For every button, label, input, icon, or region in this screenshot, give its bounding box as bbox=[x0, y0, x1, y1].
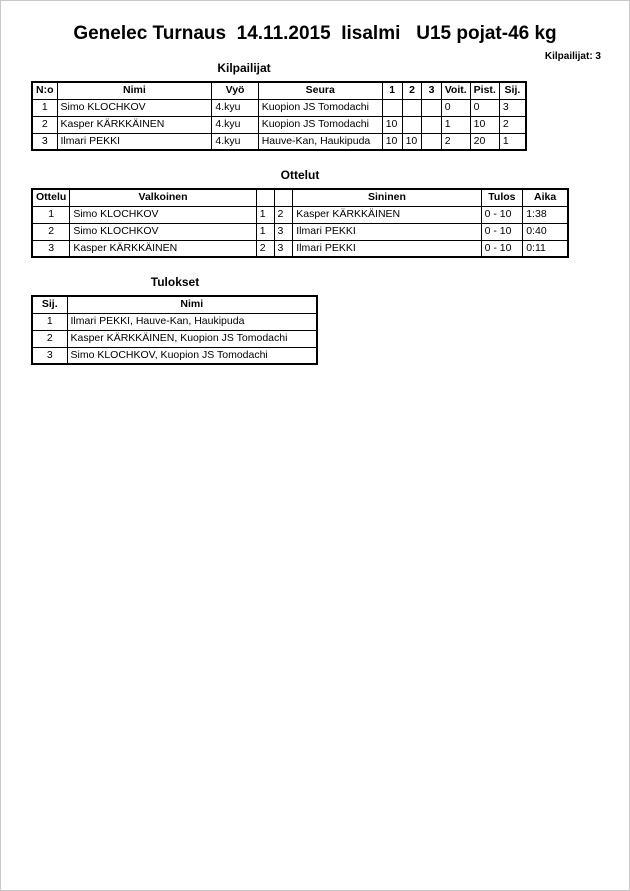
col-header-match: Ottelu bbox=[32, 189, 70, 206]
results-table bbox=[31, 295, 318, 365]
cell-result: 0 - 10 bbox=[481, 206, 523, 223]
cell-white-no: 1 bbox=[256, 206, 274, 223]
result-row bbox=[32, 313, 317, 330]
col-header-blue: Sininen bbox=[293, 189, 481, 206]
cell-time: 0:11 bbox=[523, 240, 568, 257]
cell-white-name: Kasper KÄRKKÄINEN bbox=[70, 240, 256, 257]
col-header-place: Sij. bbox=[499, 82, 526, 99]
cell-blue-name: Kasper KÄRKKÄINEN bbox=[293, 206, 481, 223]
cell-name: Kasper KÄRKKÄINEN bbox=[57, 116, 212, 133]
col-header-belt: Vyö bbox=[212, 82, 258, 99]
col-header-result: Tulos bbox=[481, 189, 523, 206]
cell-blue-name: Ilmari PEKKI bbox=[293, 223, 481, 240]
cell-match-no: 1 bbox=[32, 206, 70, 223]
cell-wins: 2 bbox=[441, 133, 470, 150]
cell-points: 0 bbox=[470, 99, 499, 116]
results-section bbox=[31, 275, 319, 365]
matches-table bbox=[31, 188, 569, 258]
competitor-row bbox=[32, 116, 526, 133]
cell-round3 bbox=[422, 116, 441, 133]
col-header-round1: 1 bbox=[382, 82, 402, 99]
col-header-white: Valkoinen bbox=[70, 189, 256, 206]
cell-club: Kuopion JS Tomodachi bbox=[258, 116, 382, 133]
competitors-heading: Kilpailijat bbox=[217, 61, 271, 75]
col-header-place: Sij. bbox=[32, 296, 67, 313]
cell-white-no: 1 bbox=[256, 223, 274, 240]
cell-round2: 10 bbox=[402, 133, 422, 150]
competitors-header-row bbox=[32, 82, 526, 99]
cell-result: 0 - 10 bbox=[481, 240, 523, 257]
cell-club: Hauve-Kan, Haukipuda bbox=[258, 133, 382, 150]
cell-round3 bbox=[422, 133, 441, 150]
cell-name: Ilmari PEKKI bbox=[57, 133, 212, 150]
match-row bbox=[32, 206, 568, 223]
cell-time: 1:38 bbox=[523, 206, 568, 223]
cell-round2 bbox=[402, 116, 422, 133]
col-header-wins: Voit. bbox=[441, 82, 470, 99]
matches-header-row bbox=[32, 189, 568, 206]
cell-belt: 4.kyu bbox=[212, 99, 258, 116]
col-header-name: Nimi bbox=[67, 296, 317, 313]
cell-round1: 10 bbox=[382, 133, 402, 150]
col-header-time: Aika bbox=[523, 189, 568, 206]
cell-points: 20 bbox=[470, 133, 499, 150]
cell-place: 3 bbox=[499, 99, 526, 116]
matches-heading: Ottelut bbox=[280, 168, 320, 182]
cell-white-no: 2 bbox=[256, 240, 274, 257]
cell-match-no: 3 bbox=[32, 240, 70, 257]
competitor-row bbox=[32, 133, 526, 150]
competitors-table bbox=[31, 81, 527, 151]
cell-points: 10 bbox=[470, 116, 499, 133]
cell-result: 0 - 10 bbox=[481, 223, 523, 240]
col-header-white-no bbox=[256, 189, 274, 206]
col-header-round2: 2 bbox=[402, 82, 422, 99]
cell-wins: 0 bbox=[441, 99, 470, 116]
cell-name: Ilmari PEKKI, Hauve-Kan, Haukipuda bbox=[67, 313, 317, 330]
cell-blue-name: Ilmari PEKKI bbox=[293, 240, 481, 257]
col-header-club: Seura bbox=[258, 82, 382, 99]
cell-blue-no: 3 bbox=[274, 223, 293, 240]
cell-white-name: Simo KLOCHKOV bbox=[70, 206, 256, 223]
col-header-name: Nimi bbox=[57, 82, 212, 99]
competitor-count-label: Kilpailijat: 3 bbox=[544, 51, 601, 62]
cell-belt: 4.kyu bbox=[212, 116, 258, 133]
cell-no: 1 bbox=[32, 99, 57, 116]
cell-place: 2 bbox=[32, 330, 67, 347]
cell-place: 2 bbox=[499, 116, 526, 133]
col-header-round3: 3 bbox=[422, 82, 441, 99]
match-row bbox=[32, 240, 568, 257]
cell-wins: 1 bbox=[441, 116, 470, 133]
result-row bbox=[32, 330, 317, 347]
cell-white-name: Simo KLOCHKOV bbox=[70, 223, 256, 240]
page-title: Genelec Turnaus 14.11.2015 Iisalmi U15 pojat-46 kg bbox=[73, 23, 557, 44]
cell-place: 1 bbox=[32, 313, 67, 330]
cell-blue-no: 2 bbox=[274, 206, 293, 223]
cell-club: Kuopion JS Tomodachi bbox=[258, 99, 382, 116]
matches-section bbox=[31, 168, 569, 258]
cell-name: Simo KLOCHKOV, Kuopion JS Tomodachi bbox=[67, 347, 317, 364]
col-header-points: Pist. bbox=[470, 82, 499, 99]
competitors-section bbox=[31, 61, 527, 151]
col-header-no: N:o bbox=[32, 82, 57, 99]
cell-name: Kasper KÄRKKÄINEN, Kuopion JS Tomodachi bbox=[67, 330, 317, 347]
cell-no: 2 bbox=[32, 116, 57, 133]
competitor-row bbox=[32, 99, 526, 116]
cell-match-no: 2 bbox=[32, 223, 70, 240]
cell-place: 1 bbox=[499, 133, 526, 150]
col-header-blue-no bbox=[274, 189, 293, 206]
cell-round1 bbox=[382, 99, 402, 116]
results-header-row bbox=[32, 296, 317, 313]
cell-round1: 10 bbox=[382, 116, 402, 133]
results-heading: Tulokset bbox=[150, 275, 200, 289]
cell-time: 0:40 bbox=[523, 223, 568, 240]
cell-name: Simo KLOCHKOV bbox=[57, 99, 212, 116]
cell-round2 bbox=[402, 99, 422, 116]
cell-belt: 4.kyu bbox=[212, 133, 258, 150]
cell-no: 3 bbox=[32, 133, 57, 150]
cell-blue-no: 3 bbox=[274, 240, 293, 257]
cell-place: 3 bbox=[32, 347, 67, 364]
cell-round3 bbox=[422, 99, 441, 116]
match-row bbox=[32, 223, 568, 240]
result-row bbox=[32, 347, 317, 364]
